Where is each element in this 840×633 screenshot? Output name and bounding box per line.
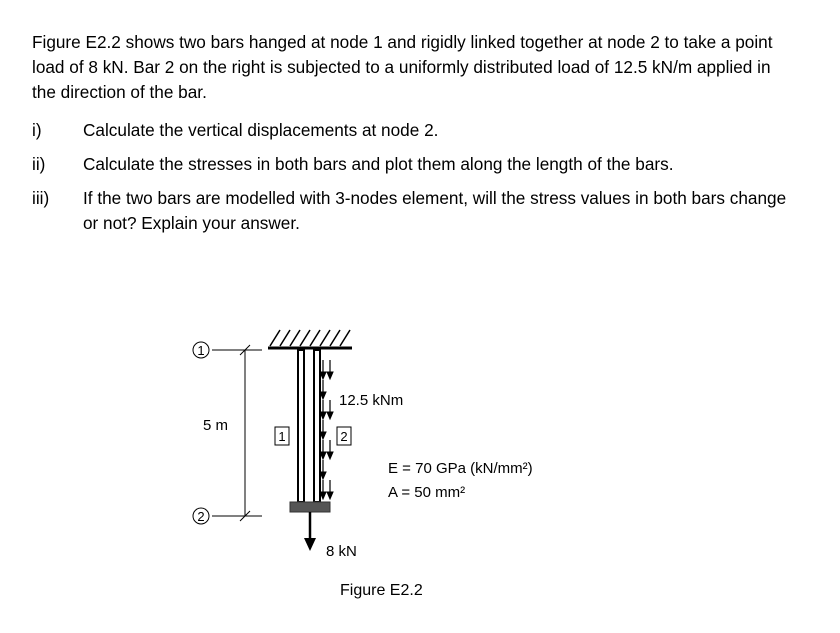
point-load-label: 8 kN bbox=[326, 543, 357, 560]
question-number: ii) bbox=[32, 154, 46, 174]
bar-2 bbox=[314, 350, 320, 502]
element-2-tag bbox=[337, 427, 351, 445]
modulus-label: E = 70 GPa (kN/mm²) bbox=[388, 460, 533, 477]
node-1-label: 1 bbox=[197, 343, 205, 358]
distributed-load-arrows bbox=[320, 360, 333, 499]
element-1-tag bbox=[275, 427, 289, 445]
element-1-label: 1 bbox=[278, 429, 286, 444]
element-2-label: 2 bbox=[340, 429, 348, 444]
bar-1 bbox=[298, 350, 304, 502]
distributed-load-label: 12.5 kNm bbox=[339, 392, 404, 409]
problem-statement: Figure E2.2 shows two bars hanged at node 1 and rigidly linked together at node 2 to take a point load of 8 kN. Bar 2 on the right is subjected to a uniformly distributed load of 12.5 kN/m applied in the direction of the bar. bbox=[32, 32, 773, 102]
question-number: iii) bbox=[32, 188, 50, 208]
node-1-marker bbox=[193, 342, 209, 358]
question-text: Calculate the vertical displacements at node 2. bbox=[83, 120, 439, 140]
question-text: Calculate the stresses in both bars and plot them along the length of the bars. bbox=[83, 154, 674, 174]
area-label: A = 50 mm² bbox=[388, 484, 466, 501]
point-load-arrow bbox=[304, 512, 316, 551]
node-2-marker bbox=[193, 508, 209, 524]
figure-caption: Figure E2.2 bbox=[340, 582, 423, 599]
rigid-link bbox=[290, 502, 330, 512]
node-2-label: 2 bbox=[197, 509, 205, 524]
length-label: 5 m bbox=[203, 417, 229, 434]
fixed-support-hatch bbox=[268, 330, 352, 348]
question-number: i) bbox=[32, 120, 42, 140]
question-text: If the two bars are modelled with 3-nodes element, will the stress values in both bars change or not? Explain your answer. bbox=[83, 188, 787, 233]
